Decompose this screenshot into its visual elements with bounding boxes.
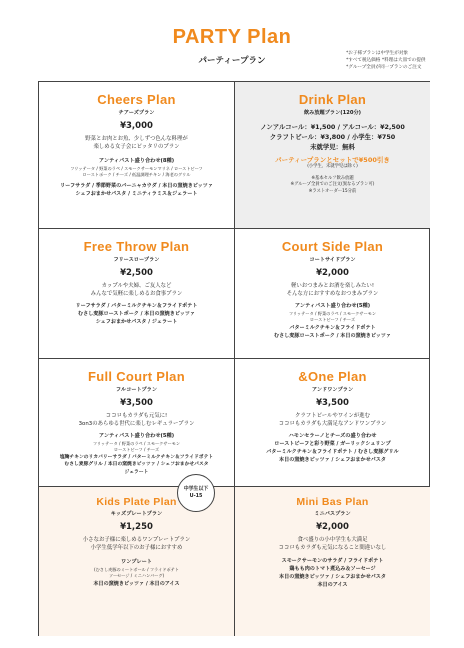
menu-items xyxy=(235,324,430,340)
menu-heading: ハモンセラーノとチーズの盛り合わせ xyxy=(288,433,377,439)
description-line: 食べ盛りの小中学生も大満足 xyxy=(297,537,368,543)
menu-heading: アンティパスト盛り合わせ(8種) xyxy=(98,158,175,164)
menu-sub-line: ソーセージ / ミニハンバーグ) xyxy=(108,573,165,579)
header xyxy=(0,0,464,82)
plan-name-ja: チアーズプラン xyxy=(118,110,155,116)
description-line: カップルや夫婦、ご友人など xyxy=(101,283,172,289)
menu-line: リーフサラダ / 季節野菜のバーニャカウダ / 本日の窯焼きピッツァ xyxy=(60,182,213,189)
discount-note: (小学生、未就学児は除く) xyxy=(307,164,358,169)
plan-price: ¥3,500 xyxy=(120,398,153,408)
plan-description xyxy=(235,282,430,298)
age-badge xyxy=(177,474,215,512)
menu-line: バターミルクチキン＆フライドポテト / むさし麦豚グリル xyxy=(266,449,399,455)
menu-heading: アンティパスト盛り合わせ(5種) xyxy=(98,433,175,439)
drink-price-line: クラフトビール：¥3,800 / 小学生：¥750 xyxy=(269,133,396,141)
menu-heading: ワンプレート xyxy=(121,559,152,565)
plan-name-ja: コートサイドプラン xyxy=(309,257,356,263)
header-note: *すべて税込価格 *料理は大皿での提供 xyxy=(346,58,426,63)
plan-grid xyxy=(38,81,430,636)
plan-card-drink xyxy=(235,82,430,229)
menu-sub-line: ローストビーフ / チーズ xyxy=(113,447,160,453)
header-note: *お子様プランは中学生が対象 xyxy=(346,51,409,56)
description-line: クラフトビールやワインが進む xyxy=(295,413,370,419)
menu-line: 塩麹チキンのリカバリーサラダ / バターミルクチキン＆フライドポテト xyxy=(59,454,214,460)
menu-line: シェフおまかせパスタ / ジェラート xyxy=(95,319,178,325)
drink-note: ※ラストオーダー15分前 xyxy=(308,188,357,194)
plan-price: ¥1,250 xyxy=(120,522,153,532)
set-discount: パーティープランとセットで¥500引き xyxy=(275,156,390,164)
drink-note: ※グループ全員でのご注文(異なるプラン可) xyxy=(290,182,375,188)
menu-sub-items xyxy=(39,441,234,454)
description-line: 楽しめる女子会にピッタリのプラン xyxy=(93,144,180,150)
plan-name: Free Throw Plan xyxy=(83,239,190,254)
menu-line: ジェラート xyxy=(124,469,149,475)
plan-name-ja: フルコートプラン xyxy=(115,387,158,393)
menu-line: 本日のアイス xyxy=(317,582,348,588)
menu-line: 鶏もも肉のトマト煮込み＆ソーセージ xyxy=(289,566,376,572)
description-line: 野菜とお肉とお魚、少しずつ色んな料理が xyxy=(85,136,188,142)
menu-sub-items xyxy=(39,567,234,580)
description-line: みんなで気軽に楽しめるお食事プラン xyxy=(90,291,183,297)
menu-items xyxy=(39,182,234,198)
plan-name: Kids Plate Plan xyxy=(96,496,177,508)
menu-heading: アンティパスト盛り合わせ(5種) xyxy=(294,303,371,309)
menu-line: ローストビーフと彩り野菜 / ガーリックシュリンプ xyxy=(274,441,391,447)
menu-line: むさし麦豚グリル / 本日の窯焼きピッツァ / シェフおまかせパスタ xyxy=(64,462,209,468)
description-line: ココロもカラダも大満足なアンドワンプラン xyxy=(278,421,387,427)
menu-line: むさし麦豚ローストポーク / 本日の窯焼きピッツァ xyxy=(274,332,391,339)
menu-sub-line: (むさし麦豚のミートボール / フライドポテト xyxy=(93,567,180,572)
menu-sub-line: フリッテータ / 野菜のラペ / スモークサーモンマリネ / ローストビーフ xyxy=(70,166,203,171)
plan-card-full-court xyxy=(39,359,235,487)
page-subtitle: パーティープラン xyxy=(198,56,266,66)
description-line: ココロもカラダも元気になること間違いなし xyxy=(278,545,387,551)
menu-line: バターミルクチキン＆フライドポテト xyxy=(289,324,376,331)
description-line: 小学生低学年以下のお子様におすすめ xyxy=(90,545,183,551)
plan-name: Drink Plan xyxy=(298,92,367,107)
plan-card-cheers xyxy=(39,82,235,229)
plan-name-ja: フリースロープラン xyxy=(113,257,160,263)
menu-line: シェフおまかせパスタ / ミニティラミス＆ジェラート xyxy=(75,190,198,197)
plan-price: ¥2,500 xyxy=(120,268,153,278)
page-title: PARTY Plan xyxy=(172,26,292,48)
plan-card-and-one xyxy=(235,359,430,487)
drink-note: ※基本セルフ飲み放題 xyxy=(311,176,354,182)
plan-description xyxy=(39,282,234,298)
plan-description xyxy=(235,536,430,552)
menu-line: リーフサラダ / バターミルクチキン＆フライドポテト xyxy=(75,303,198,309)
menu-sub-items xyxy=(235,311,430,324)
plan-price: ¥2,000 xyxy=(316,268,349,278)
description-line: 軽いおつまみとお酒を楽しみたい! xyxy=(291,283,374,289)
plan-description xyxy=(39,135,234,151)
menu-line: スモークサーモンのサラダ / フライドポテト xyxy=(281,558,384,564)
plan-card-free-throw xyxy=(39,229,235,359)
description-line: ココロもカラダも元気に! xyxy=(105,413,168,419)
menu-items xyxy=(39,302,234,326)
menu-items xyxy=(235,440,430,464)
plan-name-ja: キッズプレートプラン xyxy=(110,511,163,517)
plan-name: Full Court Plan xyxy=(88,369,185,384)
plan-price: ¥3,500 xyxy=(316,398,349,408)
badge-line: U-15 xyxy=(189,493,203,499)
menu-items xyxy=(39,454,234,477)
drink-price-line: 未就学児：無料 xyxy=(310,143,355,151)
plan-card-mini-bas xyxy=(235,487,430,636)
drink-price-line: ノンアルコール：¥1,500 / アルコール：¥2,500 xyxy=(260,123,405,131)
menu-sub-line: フリッテータ / 野菜のラペ / スモークサーモン xyxy=(288,311,377,316)
menu-sub-line: ローストビーフ / チーズ xyxy=(309,317,356,323)
plan-name-ja: ミニバスプラン xyxy=(314,511,351,517)
plan-name: Court Side Plan xyxy=(281,239,384,254)
menu-line: 本日の窯焼きピッツァ / 本日のアイス xyxy=(93,580,180,587)
menu-line: むさし麦豚ローストポーク / 本日の窯焼きピッツァ xyxy=(78,311,195,317)
plan-price: ¥3,000 xyxy=(120,121,153,131)
menu-items xyxy=(235,557,430,589)
plan-description xyxy=(235,412,430,428)
description-line: そんな方におすすめなおつまみプラン xyxy=(286,291,379,297)
menu-sub-line: ローストポーク / チーズ / 低温調理チキン / 海老のグリル xyxy=(82,172,191,178)
menu-sub-line: フリッテータ / 野菜のラペ / スモークサーモン xyxy=(92,441,181,446)
plan-card-court-side xyxy=(235,229,430,359)
header-notes xyxy=(346,50,458,71)
plan-description xyxy=(39,536,234,552)
plan-name: &One Plan xyxy=(298,369,367,384)
description-line: 小さなお子様に楽しめるワンプレートプラン xyxy=(82,537,191,543)
badge-line: 中学生以下 xyxy=(183,486,209,492)
plan-name: Mini Bas Plan xyxy=(296,496,369,508)
menu-line: 本日の窯焼きピッツァ / シェフおまかせパスタ xyxy=(279,457,386,463)
drink-notes xyxy=(235,176,430,195)
menu-sub-items xyxy=(39,166,234,179)
description-line: 3on3のあらゆる世代に楽しむレギュラープラン xyxy=(78,421,195,427)
plan-name: Cheers Plan xyxy=(97,92,176,107)
plan-name-ja: 飲み放題プラン(120分) xyxy=(303,110,362,116)
plan-price: ¥2,000 xyxy=(316,522,349,532)
header-note: *グループ全員が同一プランのご注文 xyxy=(346,65,422,70)
plan-description xyxy=(39,412,234,428)
menu-items xyxy=(39,580,234,588)
menu-line: 本日の窯焼きピッツァ / シェフおまかせパスタ xyxy=(279,574,386,580)
plan-name-ja: アンドワンプラン xyxy=(311,387,354,393)
